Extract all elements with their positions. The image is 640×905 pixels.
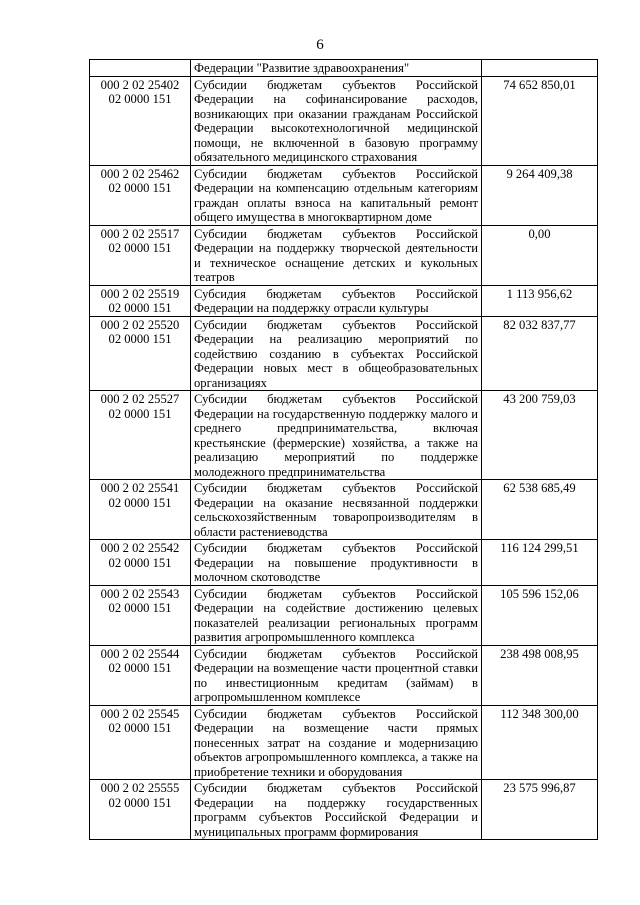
budget-code-line2: 02 0000 151: [108, 92, 172, 106]
description-cell: Субсидии бюджетам субъектов Российской Федерации на софинансирование расходов, возникающих при оказании гражданам Российской Федерации высокотехнологичной медицинской помощи, не включенной в базовую программу обязательного медицинского страхования: [191, 76, 482, 165]
code-cell: [90, 316, 191, 391]
table-row: [90, 585, 598, 645]
budget-code-line2: 02 0000 151: [108, 721, 172, 735]
budget-code-line1: 000 2 02 25545: [100, 706, 180, 721]
budget-code-line2: 02 0000 151: [108, 795, 172, 810]
amount-cell: 9 264 409,38: [482, 165, 598, 225]
description-cell: Субсидии бюджетам субъектов Российской Федерации на поддержку государственных программ субъектов Российской Федерации и муниципальных программ формирования: [191, 780, 482, 840]
budget-code-line2: 02 0000 151: [108, 406, 172, 421]
budget-code-line1: 000 2 02 25542: [100, 541, 180, 555]
code-cell: [90, 645, 191, 705]
description-cell: Субсидии бюджетам субъектов Российской Федерации на повышение продуктивности в молочном скотоводстве: [191, 540, 482, 586]
budget-code-line2: 02 0000 151: [108, 241, 172, 255]
budget-code-line1: 000 2 02 25462: [100, 166, 180, 181]
code-cell: [90, 540, 191, 586]
code-cell: [90, 705, 191, 780]
description-cell: Субсидии бюджетам субъектов Российской Федерации на государственную поддержку малого и среднего предпринимательства, включая крестьянские (фермерские) хозяйства, а также на реализацию мероприятий по поддержке молодежного предпринимательства: [191, 391, 482, 480]
amount-cell: 105 596 152,06: [482, 585, 598, 645]
amount-cell: 62 538 685,49: [482, 480, 598, 540]
description-cell: Субсидия бюджетам субъектов Российской Федерации на поддержку отрасли культуры: [191, 285, 482, 316]
code-cell: [90, 391, 191, 480]
code-cell: [90, 225, 191, 285]
budget-code-line2: 02 0000 151: [108, 301, 172, 315]
budget-code-line1: 000 2 02 25527: [100, 392, 180, 406]
amount-cell: 116 124 299,51: [482, 540, 598, 586]
budget-code-line1: 000 2 02 25519: [100, 286, 180, 301]
budget-code-line2: 02 0000 151: [108, 332, 172, 346]
table-row: [90, 316, 598, 391]
amount-cell: 1 113 956,62: [482, 285, 598, 316]
table-row-continuation: [90, 60, 598, 77]
code-cell: [90, 76, 191, 165]
description-cell: Субсидии бюджетам субъектов Российской Федерации на оказание несвязанной поддержки сельскохозяйственным товаропроизводителям в области растениеводства: [191, 480, 482, 540]
table-row: [90, 780, 598, 840]
budget-code-line1: 000 2 02 25541: [100, 481, 180, 495]
code-cell: [90, 780, 191, 840]
budget-code-line2: 02 0000 151: [108, 661, 172, 675]
table-row: [90, 76, 598, 165]
description-cell: Субсидии бюджетам субъектов Российской Федерации на возмещение части прямых понесенных затрат на создание и модернизацию объектов агропромышленного комплекса, а также на приобретение техники и оборудования: [191, 705, 482, 780]
amount-cell: 23 575 996,87: [482, 780, 598, 840]
description-cell: Субсидии бюджетам субъектов Российской Федерации на содействие достижению целевых показателей реализации региональных программ развития агропромышленного комплекса: [191, 585, 482, 645]
budget-code-line2: 02 0000 151: [108, 601, 172, 615]
amount-cell: 0,00: [482, 225, 598, 285]
code-cell: [90, 165, 191, 225]
amount-cell: 82 032 837,77: [482, 316, 598, 391]
code-cell: [90, 480, 191, 540]
table-row: [90, 391, 598, 480]
budget-code-line2: 02 0000 151: [108, 181, 172, 195]
budget-code-line1: 000 2 02 25517: [100, 226, 180, 241]
amount-cell: [482, 60, 598, 77]
description-cell: Субсидии бюджетам субъектов Российской Федерации на поддержку творческой деятельности и техническое оснащение детских и кукольных театров: [191, 225, 482, 285]
budget-code-line1: 000 2 02 25520: [100, 317, 180, 332]
budget-code-line2: 02 0000 151: [108, 495, 172, 510]
description-cell: Субсидии бюджетам субъектов Российской Федерации на возмещение части процентной ставки по инвестиционным кредитам (займам) в агропромышленном комплексе: [191, 645, 482, 705]
code-cell: [90, 285, 191, 316]
table-row: [90, 285, 598, 316]
table-row: [90, 225, 598, 285]
budget-code-line1: 000 2 02 25402: [100, 77, 180, 92]
table-row: [90, 480, 598, 540]
table-row: [90, 540, 598, 586]
table-row: [90, 705, 598, 780]
code-cell: [90, 585, 191, 645]
description-cell: Федерации "Развитие здравоохранения": [191, 60, 482, 77]
table-row: [90, 645, 598, 705]
budget-code-line1: 000 2 02 25543: [100, 586, 180, 601]
budget-code-line1: 000 2 02 25544: [100, 646, 180, 661]
amount-cell: 238 498 008,95: [482, 645, 598, 705]
budget-code-line1: 000 2 02 25555: [100, 781, 180, 795]
amount-cell: 112 348 300,00: [482, 705, 598, 780]
amount-cell: 74 652 850,01: [482, 76, 598, 165]
budget-code-line2: 02 0000 151: [108, 555, 172, 570]
amount-cell: 43 200 759,03: [482, 391, 598, 480]
code-cell: [90, 60, 191, 77]
description-cell: Субсидии бюджетам субъектов Российской Федерации на реализацию мероприятий по содействию созданию в субъектах Российской Федерации новых мест в общеобразовательных организациях: [191, 316, 482, 391]
budget-revenue-table: [89, 59, 598, 840]
description-cell: Субсидии бюджетам субъектов Российской Федерации на компенсацию отдельным категориям граждан оплаты взноса на капитальный ремонт общего имущества в многоквартирном доме: [191, 165, 482, 225]
table-row: [90, 165, 598, 225]
page-number: 6: [316, 37, 324, 53]
